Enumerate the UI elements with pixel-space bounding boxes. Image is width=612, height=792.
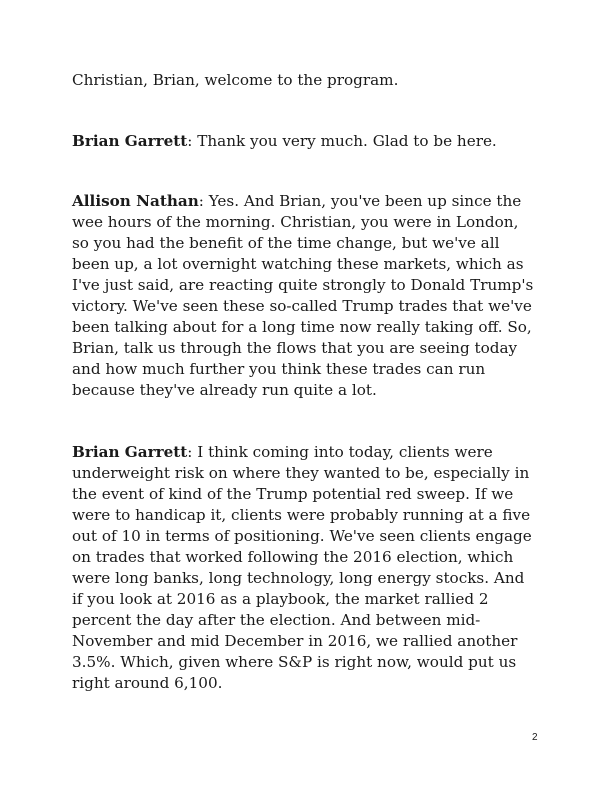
- text-line: right around 6,100.: [72, 674, 223, 692]
- text-line: been talking about for a long time now really taking off. So,: [72, 318, 532, 336]
- text-line: I've just said, are reacting quite strongly to Donald Trump's: [72, 276, 534, 294]
- text-line: [72, 442, 542, 463]
- speaker-name: Brian Garrett: [72, 443, 188, 461]
- text-line: were long banks, long technology, long energy stocks. And: [72, 569, 525, 587]
- paragraph-allison-nathan-question: [72, 191, 542, 401]
- paragraph-welcome: [72, 70, 542, 91]
- text-line: wee hours of the morning. Christian, you were in London,: [72, 213, 519, 231]
- line-text: : Thank you very much. Glad to be here.: [187, 132, 497, 150]
- text-line: because they've already run quite a lot.: [72, 381, 377, 399]
- text-line: the event of kind of the Trump potential red sweep. If we: [72, 485, 514, 503]
- text-line: 3.5%. Which, given where S&P is right now, would put us: [72, 653, 517, 671]
- text-line: Christian, Brian, welcome to the program.: [72, 71, 399, 89]
- text-line: been up, a lot overnight watching these markets, which as: [72, 255, 524, 273]
- text-line: [72, 131, 542, 152]
- text-line: out of 10 in terms of positioning. We've seen clients engage: [72, 527, 532, 545]
- text-line: so you had the benefit of the time change, but we've all: [72, 234, 500, 252]
- text-line: on trades that worked following the 2016 election, which: [72, 548, 514, 566]
- text-line: [72, 191, 542, 212]
- line-text: : Yes. And Brian, you've been up since the: [198, 192, 522, 210]
- speaker-name: Brian Garrett: [72, 132, 188, 150]
- text-line: and how much further you think these trades can run: [72, 360, 486, 378]
- text-line: if you look at 2016 as a playbook, the market rallied 2: [72, 590, 489, 608]
- paragraph-brian-garrett-answer: [72, 442, 542, 694]
- paragraph-brian-garrett-reply: [72, 131, 542, 152]
- text-line: victory. We've seen these so-called Trump trades that we've: [72, 297, 532, 315]
- text-line: Brian, talk us through the flows that you are seeing today: [72, 339, 518, 357]
- text-line: November and mid December in 2016, we rallied another: [72, 632, 518, 650]
- text-line: were to handicap it, clients were probably running at a five: [72, 506, 531, 524]
- speaker-name: Allison Nathan: [72, 192, 199, 210]
- text-line: percent the day after the election. And between mid-: [72, 611, 481, 629]
- page-number: 2: [532, 732, 538, 743]
- line-text: : I think coming into today, clients were: [187, 443, 493, 461]
- text-line: underweight risk on where they wanted to be, especially in: [72, 464, 530, 482]
